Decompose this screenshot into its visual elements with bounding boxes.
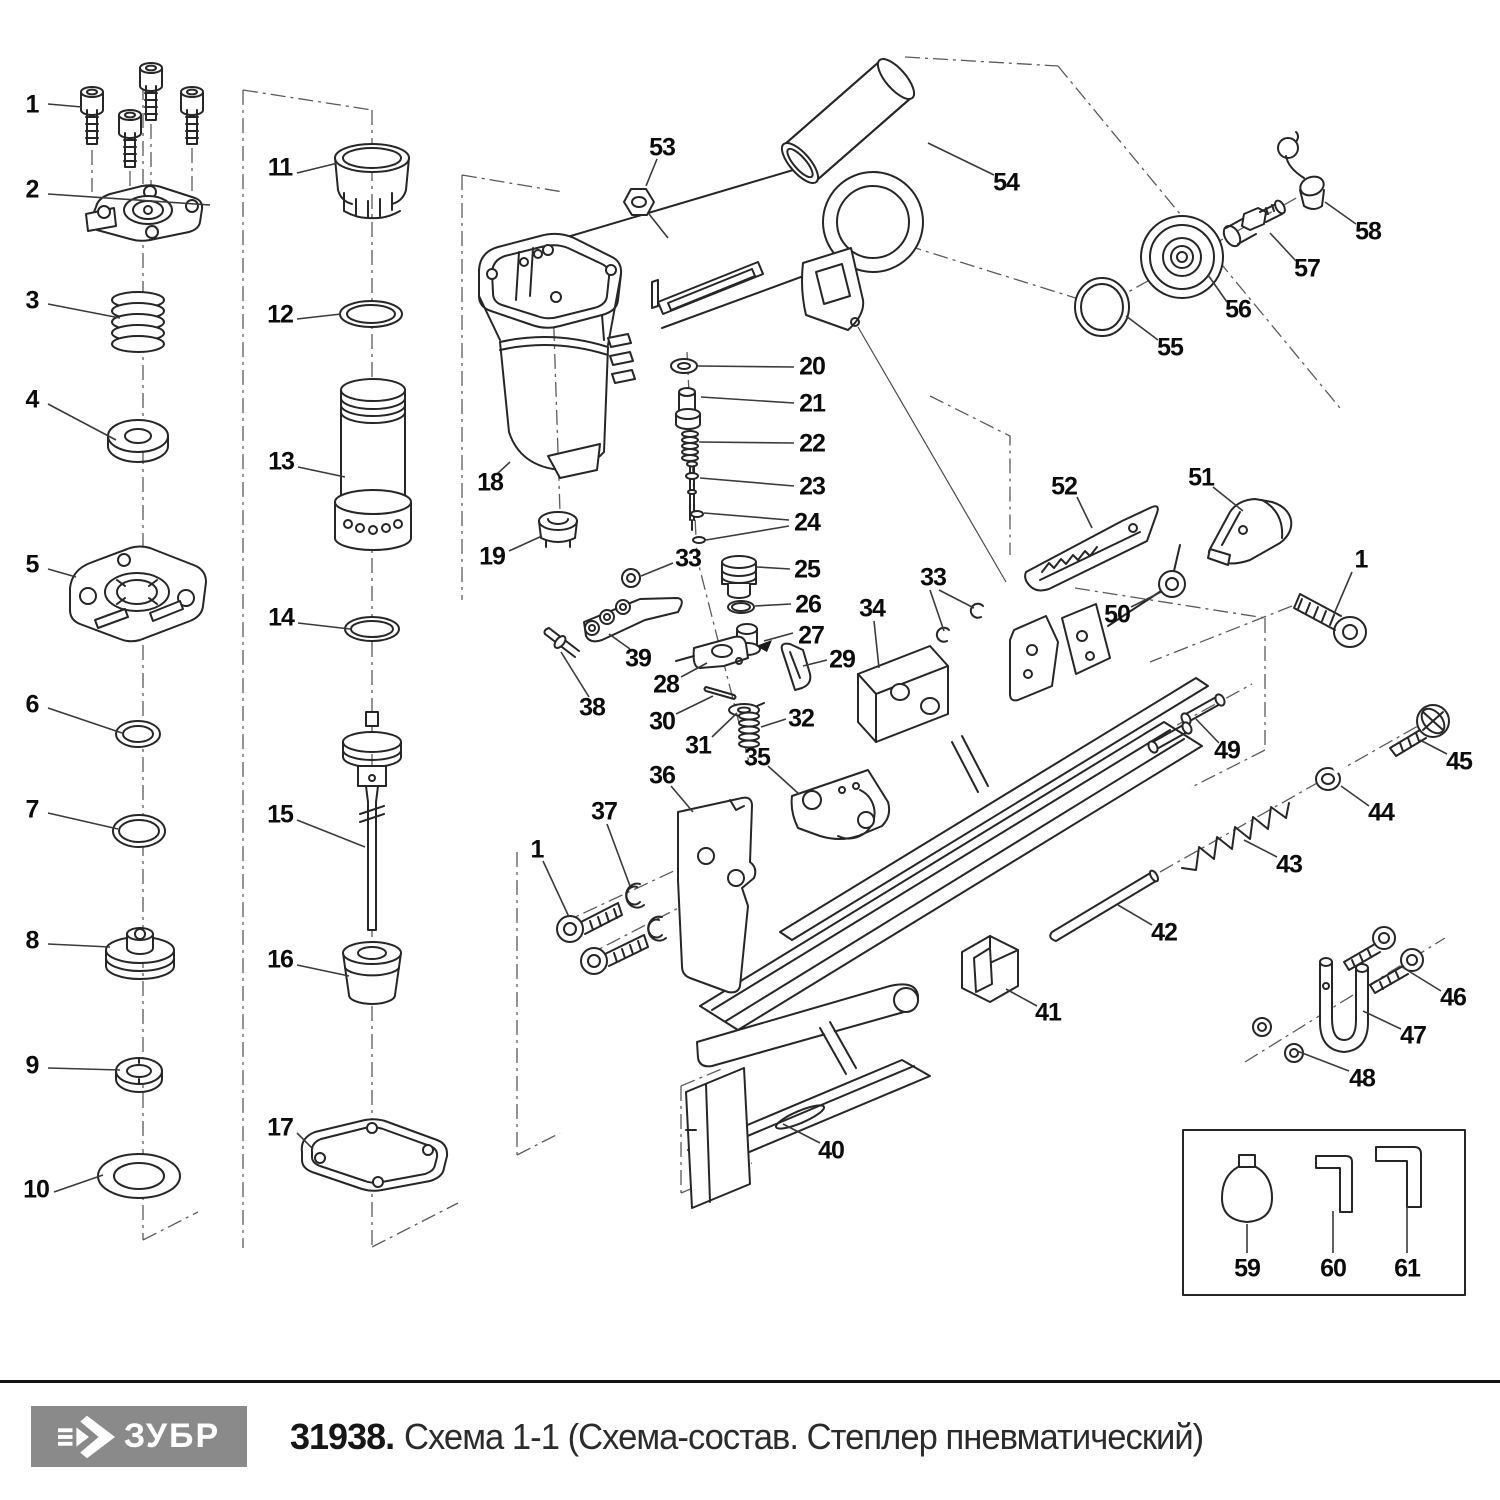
- part-16-bumper: [343, 942, 401, 1004]
- part-label: 47: [1400, 1021, 1426, 1050]
- part-label: 15: [267, 800, 293, 829]
- part-label: 28: [653, 670, 679, 699]
- part-20-washer: [671, 359, 697, 373]
- part-label: 39: [625, 644, 651, 673]
- part-39-trigger-lever: [584, 598, 682, 641]
- part-label: 22: [799, 429, 825, 458]
- part-label: 43: [1276, 850, 1302, 879]
- part-label: 2: [25, 175, 39, 204]
- part-label: 10: [23, 1175, 49, 1204]
- part-7-o-ring: [113, 815, 165, 847]
- part-24-o-rings-small: [691, 511, 705, 543]
- part-41-block: [962, 936, 1018, 1002]
- part-33-clips-right: [937, 604, 983, 642]
- part-22-spring-small: [682, 431, 698, 461]
- part-60-hex-key: [1316, 1156, 1352, 1212]
- part-42-rod: [1050, 869, 1159, 941]
- part-label: 23: [799, 472, 825, 501]
- part-label: 51: [1188, 463, 1214, 492]
- part-label: 1: [530, 835, 544, 864]
- part-label: 1: [1354, 545, 1368, 574]
- construction-lines: [92, 57, 1445, 1248]
- part-15-driver-blade: [343, 712, 401, 930]
- part-48-nuts: [1253, 1018, 1303, 1062]
- part-label: 27: [798, 621, 824, 650]
- part-55-o-ring: [1075, 278, 1129, 336]
- part-label: 48: [1349, 1064, 1375, 1093]
- part-4-ring: [108, 420, 168, 462]
- part-12-o-ring: [340, 301, 402, 327]
- part-label: 45: [1446, 747, 1472, 776]
- part-29-lever: [782, 644, 811, 690]
- part-label: 8: [25, 926, 39, 955]
- part-label: 37: [591, 797, 617, 826]
- part-label: 49: [1214, 736, 1240, 765]
- part-35-front-bracket: [792, 770, 890, 839]
- part-label: 25: [794, 555, 820, 584]
- part-45-screw: [1390, 704, 1449, 756]
- part-label: 9: [25, 1051, 39, 1080]
- part-10-washer: [98, 1154, 180, 1198]
- part-label: 31: [685, 731, 711, 760]
- part-21-valve-piston: [676, 388, 700, 429]
- part-label: 46: [1440, 983, 1466, 1012]
- part-36-front-plate: [678, 798, 755, 993]
- page-title: [290, 1406, 1237, 1467]
- part-51-follower: [1208, 499, 1291, 565]
- part-33-ring-left: [622, 569, 640, 587]
- part-19-lock-ring: [539, 512, 577, 547]
- part-label: 11: [267, 153, 293, 182]
- brand-name: ЗУБР: [123, 1417, 221, 1455]
- part-9-collar: [116, 1058, 162, 1092]
- part-13-cylinder: [335, 379, 411, 550]
- part-label: 5: [25, 550, 39, 579]
- part-label: 17: [267, 1113, 293, 1142]
- part-56-end-cap: [1141, 216, 1223, 298]
- part-1-screw-right: [1294, 594, 1366, 647]
- part-label: 53: [649, 133, 675, 162]
- part-23-valve-stem: [686, 462, 698, 531]
- brand-logo: [31, 1406, 247, 1467]
- part-17-gasket: [302, 1119, 447, 1191]
- part-label: 55: [1157, 333, 1183, 362]
- part-8-piston: [106, 928, 174, 979]
- part-14-o-ring: [345, 617, 399, 641]
- part-18-body: [479, 168, 923, 478]
- part-label: 50: [1104, 600, 1130, 629]
- part-32-spring: [739, 713, 759, 748]
- part-label: 4: [25, 385, 39, 414]
- part-26-o-ring: [728, 601, 754, 613]
- part-53-nut: [624, 189, 654, 215]
- part-label: 61: [1394, 1254, 1420, 1283]
- part-guide-rail-assembly: [700, 604, 1208, 1030]
- part-label: 41: [1035, 998, 1061, 1027]
- part-28-trigger-bracket: [676, 637, 748, 668]
- part-label: 13: [268, 447, 294, 476]
- part-label: 18: [477, 468, 503, 497]
- part-label: 14: [268, 603, 294, 632]
- part-6-o-ring: [116, 721, 160, 747]
- part-label: 60: [1320, 1254, 1346, 1283]
- part-label: 33: [920, 563, 946, 592]
- part-label: 12: [267, 300, 293, 329]
- part-44-lock-washer: [1316, 764, 1344, 790]
- part-label: 16: [267, 945, 293, 974]
- part-47-u-bracket: [1320, 958, 1368, 1052]
- part-label: 38: [579, 693, 605, 722]
- part-label: 19: [479, 542, 505, 571]
- part-label: 36: [649, 761, 675, 790]
- part-58-dust-cap: [1278, 132, 1326, 209]
- part-label: 35: [744, 743, 770, 772]
- part-1-screws-lower: [557, 903, 648, 974]
- schema-caption: Схема 1-1 (Схема-состав. Степлер пневматический): [404, 1415, 1204, 1457]
- part-label: 21: [799, 389, 825, 418]
- part-label: 42: [1151, 918, 1177, 947]
- zubr-arrow-icon: [58, 1414, 116, 1460]
- part-61-hex-key: [1376, 1147, 1421, 1207]
- schema-number: 31938.: [290, 1415, 395, 1457]
- part-label: 44: [1368, 798, 1394, 827]
- part-label: 6: [25, 690, 39, 719]
- part-label: 26: [795, 590, 821, 619]
- part-25-bushing: [722, 556, 756, 598]
- part-label: 1: [25, 90, 39, 119]
- part-43-spring: [1182, 803, 1289, 870]
- part-2-cap-plate: [86, 185, 202, 241]
- part-3-spring: [112, 292, 164, 352]
- part-label: 40: [818, 1136, 844, 1165]
- part-label: 30: [649, 707, 675, 736]
- part-label: 56: [1225, 295, 1251, 324]
- part-54-grip-sleeve: [776, 54, 920, 189]
- part-label: 29: [829, 645, 855, 674]
- part-59-oiler: [1222, 1155, 1272, 1222]
- part-1-screws: [81, 63, 203, 167]
- part-52-latch: [1025, 506, 1158, 590]
- part-label: 52: [1051, 472, 1077, 501]
- part-label: 59: [1234, 1254, 1260, 1283]
- part-label: 20: [799, 352, 825, 381]
- footer-divider: [0, 1380, 1500, 1383]
- part-label: 3: [25, 286, 39, 315]
- part-label: 57: [1294, 254, 1320, 283]
- part-label: 7: [25, 795, 39, 824]
- part-5-crown-plate: [70, 547, 206, 642]
- part-label: 32: [788, 704, 814, 733]
- part-label: 33: [675, 544, 701, 573]
- part-label: 54: [993, 168, 1019, 197]
- part-label: 34: [859, 594, 885, 623]
- part-label: 58: [1355, 217, 1381, 246]
- part-label: 24: [794, 508, 820, 537]
- part-34-bracket: [858, 646, 948, 742]
